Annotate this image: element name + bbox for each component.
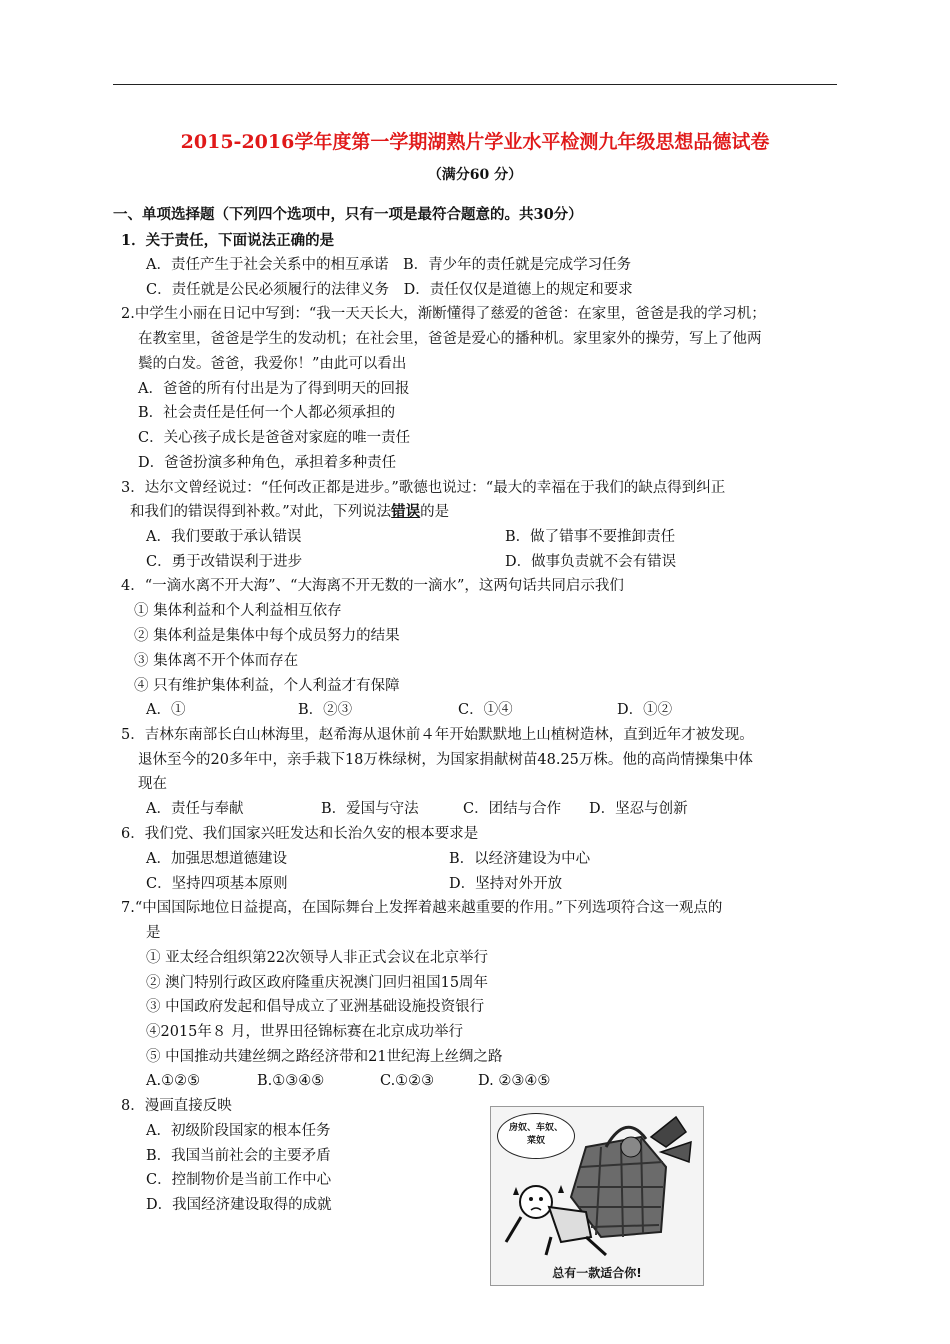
q2-stem-3: 鬓的白发。爸爸，我爱你！”由此可以看出: [138, 356, 407, 372]
q4-option-d: D．①②: [617, 702, 673, 718]
q8-option-b: B．我国当前社会的主要矛盾: [146, 1148, 331, 1164]
q3-option-a: A．我们要敢于承认错误: [146, 529, 302, 545]
q6-option-d: D．坚持对外开放: [449, 876, 563, 892]
q7-item-5: ⑤ 中国推动共建丝绸之路经济带和21世纪海上丝绸之路: [146, 1049, 503, 1065]
q2-option-d: D．爸爸扮演多种角色，承担着多种责任: [138, 455, 397, 471]
q8-stem: 8．漫画直接反映: [121, 1098, 232, 1114]
q8-option-d: D．我国经济建设取得的成就: [146, 1197, 332, 1213]
q3-stem-2a: 和我们的错误得到补救。”对此，下列说法: [130, 504, 392, 520]
q6-option-b: B．以经济建设为中心: [449, 851, 591, 867]
q7-option-b: B.①③④⑤: [257, 1073, 325, 1089]
q3-stem-emphasis: 错误: [391, 503, 421, 520]
q2-option-a: A．爸爸的所有付出是为了得到明天的回报: [138, 381, 410, 397]
q4-item-1: ① 集体利益和个人利益相互依存: [134, 603, 342, 619]
q7-item-3: ③ 中国政府发起和倡导成立了亚洲基础设施投资银行: [146, 999, 485, 1015]
q4-item-4: ④ 只有维护集体利益，个人利益才有保障: [134, 678, 400, 694]
q7-item-1: ① 亚太经合组织第22次领导人非正式会议在北京举行: [146, 950, 489, 966]
q3-option-c: C．勇于改错误利于进步: [146, 554, 303, 570]
q6-option-c: C．坚持四项基本原则: [146, 876, 288, 892]
q2-stem-2: 在教室里，爸爸是学生的发动机；在社会里，爸爸是爱心的播种机。家里家外的操劳，写上了他两: [138, 331, 762, 347]
q7-option-a: A.①②⑤: [146, 1073, 201, 1089]
bubble-text-2: 菜奴: [526, 1136, 545, 1146]
q4-option-b: B．②③: [298, 702, 353, 718]
q5-stem-1: 5．吉林东南部长白山林海里，赵希海从退休前４年开始默默地上山植树造林，直到近年才被发现。: [121, 727, 754, 743]
cartoon-caption: 总有一款适合你!: [552, 1266, 642, 1280]
q5-option-c: C．团结与合作: [463, 801, 562, 817]
cartoon-image: [490, 1106, 704, 1286]
full-score: （满分60 分）: [427, 167, 523, 183]
q1-options-ab: A．责任产生于社会关系中的相互承诺 B．青少年的责任就是完成学习任务: [146, 257, 632, 273]
q4-option-c: C．①④: [458, 702, 513, 718]
q6-option-a: A．加强思想道德建设: [146, 851, 287, 867]
q7-option-c: C.①②③: [380, 1073, 435, 1089]
q4-item-3: ③ 集体离不开个体而存在: [134, 653, 299, 669]
q4-item-2: ② 集体利益是集体中每个成员努力的结果: [134, 628, 400, 644]
bubble-text-1: 房奴、车奴、: [508, 1123, 563, 1133]
q3-stem-2: [130, 502, 449, 522]
q7-option-d: D. ②③④⑤: [478, 1073, 551, 1089]
q3-option-d: D．做事负责就不会有错误: [505, 554, 677, 570]
q7-stem-1: 7.“中国国际地位日益提高，在国际舞台上发挥着越来越重要的作用。”下列选项符合这一观点的: [121, 900, 723, 916]
q2-option-b: B．社会责任是任何一个人都必须承担的: [138, 405, 396, 421]
q2-stem-1: 2.中学生小丽在日记中写到：“我一天天长大，渐断懂得了慈爱的爸爸：在家里，爸爸是我的学习机；: [121, 306, 766, 322]
q7-stem-2: 是: [146, 925, 161, 941]
q7-item-2: ② 澳门特别行政区政府隆重庆祝澳门回归祖国15周年: [146, 975, 489, 991]
q7-item-4: ④2015年８ 月，世界田径锦标赛在北京成功举行: [146, 1024, 464, 1040]
exam-title: 2015-2016学年度第一学期湖熟片学业水平检测九年级思想品德试卷: [180, 131, 770, 153]
top-rule: [113, 84, 837, 85]
q4-stem: 4．“一滴水离不开大海”、“大海离不开无数的一滴水”，这两句话共同启示我们: [121, 578, 624, 594]
q1-options-cd: C．责任就是公民必须履行的法律义务 D．责任仅仅是道德上的规定和要求: [146, 282, 633, 298]
section-heading: 一、单项选择题（下列四个选项中，只有一项是最符合题意的。共30分）: [113, 206, 583, 223]
q8-option-a: A．初级阶段国家的根本任务: [146, 1123, 331, 1139]
q8-option-c: C．控制物价是当前工作中心: [146, 1172, 332, 1188]
q4-option-a: A．①: [146, 702, 186, 718]
q5-stem-2: 退休至今的20多年中，亲手栽下18万株绿树，为国家捐献树苗48.25万株。他的高尚情操集中体: [138, 752, 753, 768]
q1-stem: 1．关于责任，下面说法正确的是: [121, 232, 335, 249]
q5-option-b: B．爱国与守法: [321, 801, 419, 817]
cartoon-drawing: [491, 1107, 703, 1257]
q6-stem: 6．我们党、我们国家兴旺发达和长治久安的根本要求是: [121, 826, 479, 842]
q2-option-c: C．关心孩子成长是爸爸对家庭的唯一责任: [138, 430, 411, 446]
q5-option-d: D．坚忍与创新: [589, 801, 688, 817]
q5-option-a: A．责任与奉献: [146, 801, 244, 817]
q3-option-b: B．做了错事不要推卸责任: [505, 529, 676, 545]
q3-stem-2c: 的是: [420, 504, 450, 520]
q3-stem-1: 3．达尔文曾经说过：“任何改正都是进步。”歌德也说过：“最大的幸福在于我们的缺点得到纠正: [121, 480, 726, 496]
q5-stem-3: 现在: [138, 776, 167, 792]
